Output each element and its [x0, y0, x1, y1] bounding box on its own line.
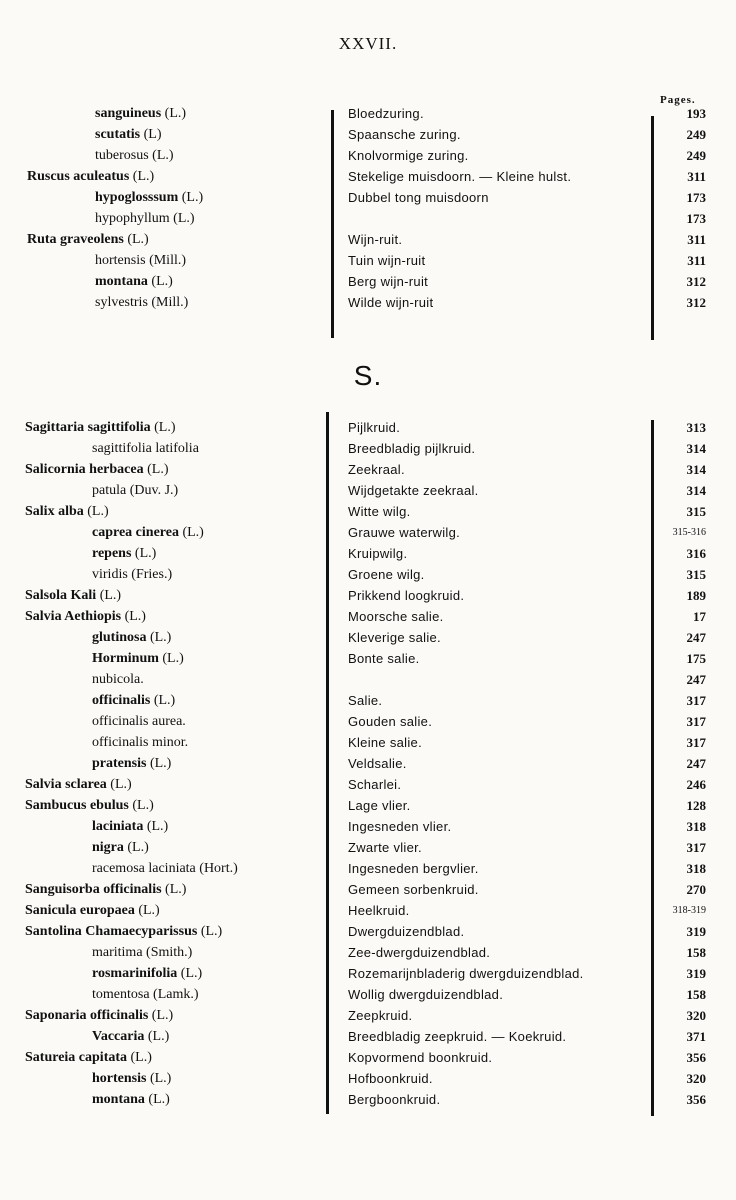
index-section-s [0, 417, 736, 1110]
dutch-name: Kopvormend boonkruid. [348, 1050, 493, 1065]
latin-entry [25, 585, 121, 606]
dutch-name: Pijlkruid. [348, 420, 401, 435]
latin-entry [92, 732, 188, 753]
index-row [0, 1005, 736, 1026]
dutch-name: Ingesneden vlier. [348, 819, 452, 834]
latin-name: Salvia sclarea [25, 777, 107, 792]
index-row [0, 564, 736, 585]
index-row [0, 606, 736, 627]
latin-entry [25, 900, 160, 921]
author-abbreviation: (L.) [149, 756, 172, 771]
dutch-name: Wilde wijn-ruit [348, 295, 434, 310]
author-abbreviation: (L.) [132, 169, 155, 184]
latin-entry [95, 124, 162, 145]
index-row [0, 669, 736, 690]
latin-entry [25, 774, 132, 795]
dutch-name: Wollig dwergduizendblad. [348, 987, 504, 1002]
page-reference: 319 [686, 966, 706, 981]
latin-entry [25, 417, 176, 438]
page-reference: 173 [686, 211, 706, 226]
page-reference: 315 [686, 567, 706, 582]
index-row [0, 816, 736, 837]
author-abbreviation: (Smith.) [146, 945, 193, 960]
page-reference: 319 [686, 924, 706, 939]
author-abbreviation: (Hort.) [199, 861, 238, 876]
index-row [0, 774, 736, 795]
dutch-name: Kleverige salie. [348, 630, 441, 645]
latin-name: hypoglosssum [95, 190, 179, 205]
page-reference: 318-319 [672, 905, 706, 916]
page-reference: 249 [686, 148, 706, 163]
latin-name: racemosa laciniata [92, 861, 196, 876]
dutch-name: Lage vlier. [348, 798, 411, 813]
latin-entry [95, 208, 195, 229]
latin-entry [92, 942, 192, 963]
latin-name: rosmarinifolia [92, 966, 178, 981]
index-row [0, 732, 736, 753]
latin-name: Salix alba [25, 504, 84, 519]
dutch-name: Grauwe waterwilg. [348, 525, 461, 540]
index-row [0, 837, 736, 858]
dutch-name: Rozemarijnbladerig dwergduizendblad. [348, 966, 584, 981]
page-reference: 247 [686, 756, 706, 771]
page-reference: 173 [686, 190, 706, 205]
latin-name: Saponaria officinalis [25, 1008, 149, 1023]
dutch-name: Kruipwilg. [348, 546, 408, 561]
author-abbreviation: (L.) [124, 609, 146, 624]
author-abbreviation: (L.) [162, 651, 184, 666]
dutch-name: Bonte salie. [348, 651, 420, 666]
latin-name: Santolina Chamaecyparissus [25, 924, 198, 939]
page-reference: 315-316 [672, 527, 706, 538]
author-abbreviation: (L.) [146, 819, 169, 834]
page-number: XXVII. [338, 34, 398, 53]
latin-entry [95, 271, 173, 292]
author-abbreviation: (L.) [182, 525, 204, 540]
latin-name: montana [92, 1092, 145, 1107]
latin-name: Sambucus ebulus [25, 798, 129, 813]
dutch-name: Breedbladig pijlkruid. [348, 441, 476, 456]
latin-entry [25, 1047, 152, 1068]
page-reference: 318 [686, 861, 706, 876]
latin-name: caprea cinerea [92, 525, 179, 540]
latin-name: maritima [92, 945, 143, 960]
dutch-name: Zee-dwergduizendblad. [348, 945, 491, 960]
dutch-name: Bergboonkruid. [348, 1092, 441, 1107]
index-row [0, 124, 736, 145]
index-row [0, 585, 736, 606]
author-abbreviation: (L.) [87, 504, 109, 519]
author-abbreviation: (Fries.) [131, 567, 173, 582]
author-abbreviation: (Duv. J.) [129, 483, 179, 498]
latin-entry [92, 816, 168, 837]
page-reference: 320 [686, 1071, 706, 1086]
dutch-name: Knolvormige zuring. [348, 148, 469, 163]
latin-entry [92, 690, 175, 711]
index-row [0, 480, 736, 501]
latin-entry [92, 522, 204, 543]
latin-entry [92, 753, 171, 774]
latin-entry [25, 795, 154, 816]
index-row [0, 103, 736, 124]
index-row [0, 292, 736, 313]
page-reference: 314 [686, 462, 706, 477]
author-abbreviation: (L.) [181, 190, 204, 205]
dutch-name: Tuin wijn-ruit [348, 253, 426, 268]
dutch-name: Stekelige muisdoorn. — Kleine hulst. [348, 169, 572, 184]
index-row [0, 1047, 736, 1068]
latin-name: officinalis aurea. [92, 714, 186, 729]
author-abbreviation: (L.) [110, 777, 132, 792]
page-reference: 175 [686, 651, 706, 666]
dutch-name: Spaansche zuring. [348, 127, 461, 142]
index-row [0, 795, 736, 816]
latin-name: Horminum [92, 651, 159, 666]
dutch-name: Ingesneden bergvlier. [348, 861, 479, 876]
dutch-name: Kleine salie. [348, 735, 422, 750]
latin-name: Sanicula europaea [25, 903, 135, 918]
section-letter-heading: S. [353, 360, 383, 391]
dutch-name: Zeekraal. [348, 462, 405, 477]
index-section-r [0, 103, 736, 313]
page-reference: 317 [686, 840, 706, 855]
page-reference: 356 [686, 1092, 706, 1107]
index-row [0, 942, 736, 963]
author-abbreviation: (L.) [127, 232, 149, 247]
index-row [0, 543, 736, 564]
author-abbreviation: (Mill.) [151, 295, 189, 310]
dutch-name: Hofboonkruid. [348, 1071, 433, 1086]
latin-name: nubicola. [92, 672, 144, 687]
author-abbreviation: (L.) [164, 106, 187, 121]
page-reference: 247 [686, 672, 706, 687]
dutch-name: Moorsche salie. [348, 609, 444, 624]
latin-entry [92, 627, 171, 648]
dutch-name: Gemeen sorbenkruid. [348, 882, 479, 897]
page-reference: 311 [687, 232, 706, 247]
author-abbreviation: (L.) [154, 420, 176, 435]
latin-entry [92, 963, 202, 984]
dutch-name: Bloedzuring. [348, 106, 424, 121]
latin-entry [92, 480, 178, 501]
index-row [0, 984, 736, 1005]
latin-name: tomentosa [92, 987, 150, 1002]
latin-entry [25, 921, 222, 942]
page-reference: 371 [686, 1029, 706, 1044]
dutch-name: Heelkruid. [348, 903, 410, 918]
latin-entry [92, 648, 184, 669]
page-reference: 158 [686, 987, 706, 1002]
latin-name: nigra [92, 840, 124, 855]
latin-entry [92, 837, 149, 858]
index-row [0, 271, 736, 292]
latin-name: Sagittaria sagittifolia [25, 420, 151, 435]
latin-entry [25, 459, 169, 480]
index-row [0, 627, 736, 648]
latin-entry [25, 606, 146, 627]
author-abbreviation: (L.) [148, 1092, 170, 1107]
latin-entry [92, 543, 156, 564]
author-abbreviation: (L.) [180, 966, 203, 981]
index-row [0, 711, 736, 732]
latin-name: Sanguisorba officinalis [25, 882, 162, 897]
page-reference: 320 [686, 1008, 706, 1023]
dutch-name: Breedbladig zeepkruid. — Koekruid. [348, 1029, 567, 1044]
latin-entry [25, 879, 186, 900]
page-reference: 311 [687, 253, 706, 268]
latin-entry [95, 250, 186, 271]
latin-name: sylvestris [95, 295, 148, 310]
index-row [0, 417, 736, 438]
index-row [0, 1026, 736, 1047]
page-reference: 311 [687, 169, 706, 184]
author-abbreviation: (L.) [151, 1008, 174, 1023]
author-abbreviation: (Lamk.) [153, 987, 199, 1002]
author-abbreviation: (L.) [138, 903, 160, 918]
latin-name: laciniata [92, 819, 144, 834]
index-row [0, 187, 736, 208]
author-abbreviation: (L.) [147, 462, 169, 477]
index-row [0, 690, 736, 711]
author-abbreviation: (L.) [165, 882, 187, 897]
index-row [0, 501, 736, 522]
latin-entry [95, 187, 203, 208]
index-row [0, 166, 736, 187]
latin-name: tuberosus [95, 148, 149, 163]
author-abbreviation: (L.) [134, 546, 157, 561]
page-reference: 270 [686, 882, 706, 897]
index-row [0, 921, 736, 942]
latin-entry [92, 711, 186, 732]
latin-name: sanguineus [95, 106, 162, 121]
index-row [0, 753, 736, 774]
dutch-name: Zwarte vlier. [348, 840, 422, 855]
index-row [0, 1068, 736, 1089]
page-reference: 128 [686, 798, 706, 813]
latin-entry [95, 145, 174, 166]
latin-name: officinalis [92, 693, 151, 708]
latin-name: hypophyllum [95, 211, 170, 226]
latin-name: hortensis [92, 1071, 147, 1086]
dutch-name: Gouden salie. [348, 714, 433, 729]
latin-name: officinalis minor. [92, 735, 189, 750]
latin-entry [27, 166, 154, 187]
dutch-name: Scharlei. [348, 777, 402, 792]
author-abbreviation: (L.) [151, 274, 173, 289]
dutch-name: Wijdgetakte zeekraal. [348, 483, 479, 498]
latin-name: sagittifolia latifolia [92, 441, 199, 456]
index-row [0, 879, 736, 900]
latin-name: Vaccaria [92, 1029, 145, 1044]
latin-name: Satureia capitata [25, 1050, 128, 1065]
author-abbreviation: (L) [143, 127, 162, 142]
pages-column-header: Pages. [660, 94, 696, 106]
index-row [0, 229, 736, 250]
latin-name: repens [92, 546, 132, 561]
author-abbreviation: (L.) [149, 1071, 172, 1086]
page-reference: 317 [686, 693, 706, 708]
page-reference: 317 [686, 735, 706, 750]
page-reference: 315 [686, 504, 706, 519]
author-abbreviation: (L.) [152, 148, 174, 163]
index-row [0, 208, 736, 229]
latin-name: Salvia Aethiopis [25, 609, 122, 624]
page-reference: 316 [686, 546, 706, 561]
latin-name: viridis [92, 567, 128, 582]
page-reference: 17 [693, 609, 706, 624]
page-reference: 356 [686, 1050, 706, 1065]
latin-name: patula [92, 483, 127, 498]
page-reference: 314 [686, 441, 706, 456]
page-reference: 249 [686, 127, 706, 142]
author-abbreviation: (L.) [200, 924, 223, 939]
dutch-name: Witte wilg. [348, 504, 411, 519]
author-abbreviation: (L.) [132, 798, 154, 813]
dutch-name: Dubbel tong muisdoorn [348, 190, 489, 205]
author-abbreviation: (L.) [173, 211, 195, 226]
index-row [0, 963, 736, 984]
index-row [0, 438, 736, 459]
latin-name: Salicornia herbacea [25, 462, 144, 477]
page-reference: 193 [686, 106, 706, 121]
latin-name: glutinosa [92, 630, 147, 645]
page-reference: 317 [686, 714, 706, 729]
dutch-name: Veldsalie. [348, 756, 407, 771]
dutch-name: Groene wilg. [348, 567, 425, 582]
page-reference: 314 [686, 483, 706, 498]
author-abbreviation: (L.) [147, 1029, 170, 1044]
author-abbreviation: (L.) [130, 1050, 152, 1065]
page-reference: 189 [686, 588, 706, 603]
author-abbreviation: (L.) [99, 588, 122, 603]
latin-entry [95, 103, 186, 124]
latin-name: scutatis [95, 127, 141, 142]
latin-name: pratensis [92, 756, 147, 771]
index-row [0, 1089, 736, 1110]
page-reference: 313 [686, 420, 706, 435]
latin-entry [92, 858, 238, 879]
latin-entry [25, 1005, 173, 1026]
author-abbreviation: (L.) [153, 693, 176, 708]
author-abbreviation: (L.) [127, 840, 149, 855]
latin-entry [92, 564, 172, 585]
latin-name: hortensis [95, 253, 146, 268]
index-row [0, 900, 736, 921]
dutch-name: Salie. [348, 693, 383, 708]
index-row [0, 250, 736, 271]
dutch-name: Dwergduizendblad. [348, 924, 465, 939]
latin-name: Ruscus aculeatus [27, 169, 130, 184]
latin-entry [95, 292, 188, 313]
latin-entry [92, 1089, 170, 1110]
index-row [0, 522, 736, 543]
author-abbreviation: (Mill.) [149, 253, 187, 268]
index-row [0, 459, 736, 480]
author-abbreviation: (L.) [149, 630, 172, 645]
page-reference: 247 [686, 630, 706, 645]
latin-entry [92, 1068, 171, 1089]
latin-name: Ruta graveolens [27, 232, 124, 247]
dutch-name: Wijn-ruit. [348, 232, 403, 247]
latin-name: Salsola Kali [25, 588, 97, 603]
latin-entry [27, 229, 149, 250]
page-reference: 318 [686, 819, 706, 834]
dutch-name: Prikkend loogkruid. [348, 588, 465, 603]
latin-entry [25, 501, 109, 522]
page-reference: 158 [686, 945, 706, 960]
latin-entry [92, 669, 144, 690]
index-row [0, 858, 736, 879]
latin-name: montana [95, 274, 148, 289]
latin-entry [92, 438, 199, 459]
page-reference: 246 [686, 777, 706, 792]
dutch-name: Berg wijn-ruit [348, 274, 429, 289]
index-row [0, 648, 736, 669]
latin-entry [92, 1026, 169, 1047]
dutch-name: Zeepkruid. [348, 1008, 413, 1023]
page-reference: 312 [686, 295, 706, 310]
index-row [0, 145, 736, 166]
page-reference: 312 [686, 274, 706, 289]
latin-entry [92, 984, 199, 1005]
